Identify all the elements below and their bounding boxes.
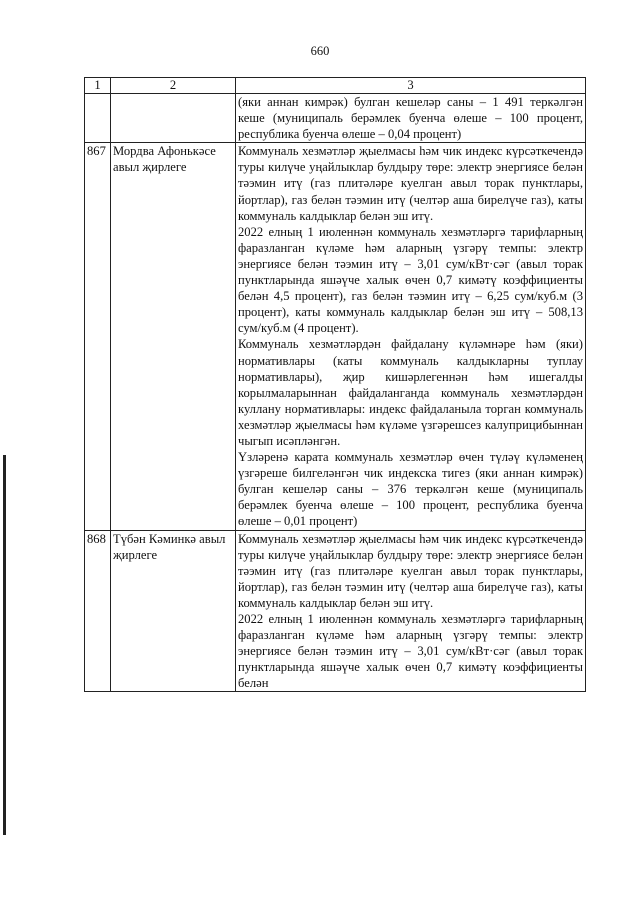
row-number: 867 bbox=[85, 143, 111, 530]
description-paragraph: 2022 елның 1 июленнән коммуналь хезмәтләргә тарифларның фаразланган күләме һәм аларның үзгәрү темпы: электр энергиясе белән тәэмин итү – 3,01 сум/кВт·сәг (авыл торак пунктларында яшәүче халык өчен 0,7 кимәтү коэффициенты белән bbox=[238, 612, 583, 691]
table-header-row bbox=[85, 78, 586, 94]
header-col-1: 1 bbox=[85, 78, 111, 94]
table-row bbox=[85, 94, 586, 143]
description-paragraph: (яки аннан кимрәк) булган кешеләр саны – 1 491 теркәлгән кеше (муниципаль берәмлек буенча өлеше – 100 процент, республика буенча өлеше – 0,04 процент) bbox=[238, 95, 583, 142]
row-description bbox=[236, 94, 586, 143]
row-description bbox=[236, 143, 586, 530]
header-col-2: 2 bbox=[111, 78, 236, 94]
settlement-name bbox=[111, 94, 236, 143]
table-row bbox=[85, 530, 586, 692]
settlement-name: Мордва Афонькәсе авыл җирлеге bbox=[111, 143, 236, 530]
settlement-name: Түбән Кәминкә авыл җирлеге bbox=[111, 530, 236, 692]
description-paragraph: Коммуналь хезмәтләр җыелмасы һәм чик индекс күрсәткечендә туры килүче уңайлыклар булдыру төре: электр энергиясе белән тәэмин итү (газ плитәләре куелган авыл торак пунктлары, йортлар), газ белән тәэмин итү (челтәр аша бирелүче газ), каты коммуналь калдыклар белән эш итү. bbox=[238, 144, 583, 223]
description-paragraph: 2022 елның 1 июленнән коммуналь хезмәтләргә тарифларның фаразланган күләме һәм аларның үзгәрү темпы: электр энергиясе белән тәэмин итү – 3,01 сум/кВт·сәг (авыл торак пунктларында яшәүче халык өчен 0,7 кимәтү коэффициенты белән 4,5 процент), газ белән тәэмин итү – 6,25 сум/куб.м (3 процент), каты коммуналь калдыклар белән эш итү – 508,13 сум/куб.м (4 процент). bbox=[238, 224, 583, 336]
row-number: 868 bbox=[85, 530, 111, 692]
tariff-table bbox=[84, 77, 586, 692]
description-paragraph: Коммуналь хезмәтләр җыелмасы һәм чик индекс күрсәткечендә туры килүче уңайлыклар булдыру төре: электр энергиясе белән тәэмин итү (газ плитәләре куелган авыл торак пунктлары, йортлар), газ белән тәэмин итү (челтәр аша бирелүче газ), каты коммуналь калдыклар белән эш итү. bbox=[238, 531, 583, 610]
row-description bbox=[236, 530, 586, 692]
page-number: 660 bbox=[310, 44, 330, 58]
header-col-3: 3 bbox=[236, 78, 586, 94]
description-paragraph: Үзләренә карата коммуналь хезмәтләр өчен түләү күләменең үзгәреше билгеләнгән чик индекска тигез (яки аннан кимрәк) булган кешеләр саны – 376 теркәлгән кеше (муниципаль берәмлек буенча өлеше – 100 процент, республика буенча өлеше – 0,01 процент) bbox=[238, 450, 583, 529]
description-paragraph: Коммуналь хезмәтләрдән файдалану күләмнәре һәм (яки) нормативлары (каты коммуналь калдыкларны туплау нормативлары), җир кишәрлегеннән һәм ишегалды корылмаларыннан файдаланганда коммуналь хезмәтләрдән куллану нормативлары: индекс файдаланыла торган коммуналь хезмәтләр җыелмасы һәм күләме үзгәрешсез калуприцибыннан чыгып исәпләнгән. bbox=[238, 337, 583, 448]
row-number bbox=[85, 94, 111, 143]
table-row bbox=[85, 143, 586, 530]
scan-edge-line bbox=[3, 455, 6, 835]
